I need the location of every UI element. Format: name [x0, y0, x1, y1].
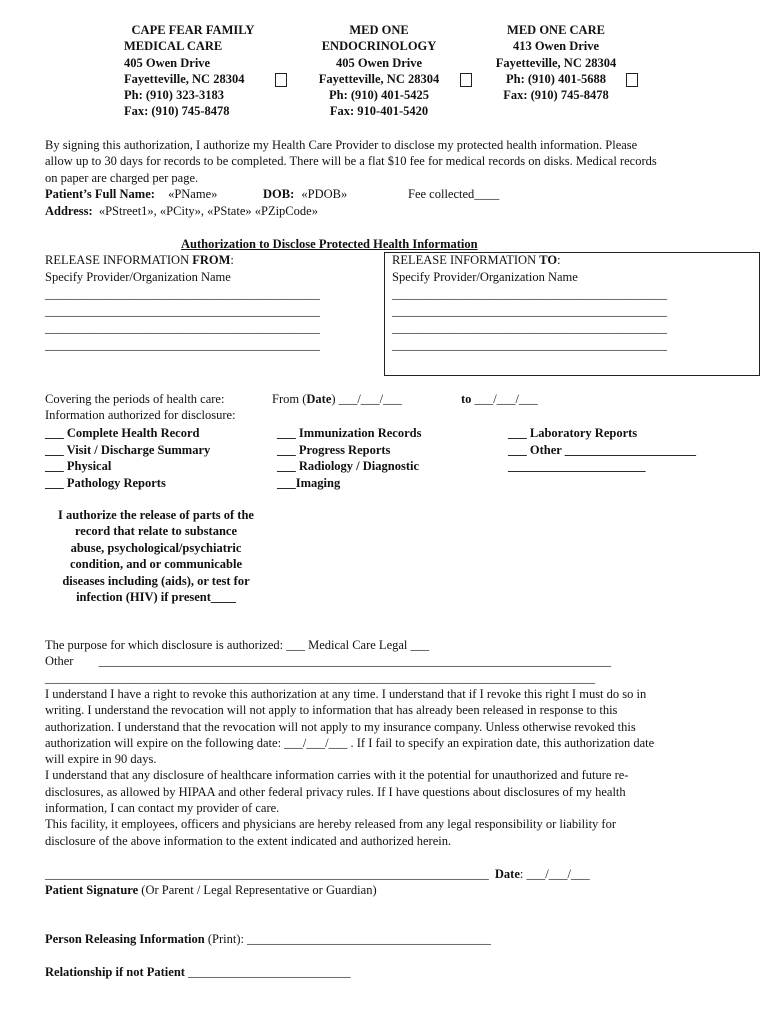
- record-option[interactable]: ___ Other _____________________: [508, 442, 696, 457]
- provider-line: CAPE FEAR FAMILY: [131, 23, 255, 37]
- provider-line: Ph: (910) 323-3183: [124, 88, 224, 103]
- record-option[interactable]: ___ Physical: [45, 459, 112, 473]
- record-option[interactable]: ___ Pathology Reports: [45, 475, 166, 490]
- substance-line: record that relate to substance: [74, 524, 237, 539]
- release-from-specify: Specify Provider/Organization Name: [45, 270, 231, 284]
- release-to-line[interactable]: ____________________________________________: [392, 304, 667, 318]
- provider-med-one-endocrinology: [304, 22, 454, 120]
- provider-line: Fayetteville, NC 28304: [124, 71, 245, 86]
- periods-label: Covering the periods of health care:: [45, 392, 225, 406]
- records-column-2: [277, 425, 421, 491]
- record-option[interactable]: ___ Complete Health Record: [45, 426, 200, 440]
- provider-line: 405 Owen Drive: [335, 55, 423, 70]
- legal-line: authorization. I understand that the revocation will not apply to my insurance company. Unless otherwise revoked this: [45, 719, 636, 734]
- periods-to-label: to: [461, 392, 472, 406]
- provider-cape-fear: [118, 22, 268, 120]
- signature-row: [45, 867, 590, 882]
- releaser-field[interactable]: (Print): _______________________________________: [204, 932, 491, 946]
- substance-line: I authorize the release of parts of the: [58, 508, 254, 522]
- provider-line: MED ONE: [349, 23, 409, 37]
- provider-line: Fayetteville, NC 28304: [495, 55, 617, 70]
- signature-date-label: Date: [494, 867, 520, 881]
- fee-collected[interactable]: Fee collected____: [408, 187, 500, 201]
- release-from-line[interactable]: ____________________________________________: [45, 338, 320, 352]
- purpose-other-row: [45, 653, 611, 669]
- signature-label-rest: (Or Parent / Legal Representative or Guardian): [138, 883, 377, 897]
- record-option[interactable]: ___ Laboratory Reports: [508, 426, 638, 440]
- legal-text: [45, 686, 654, 849]
- substance-line[interactable]: infection (HIV) if present____: [76, 590, 236, 605]
- provider-med-one-endocrinology-checkbox[interactable]: [460, 73, 472, 87]
- legal-line[interactable]: authorization will expire on the following date: ___/___/___ . If I fail to specify an expiration date, this authorization date: [45, 735, 655, 750]
- release-to-specify: Specify Provider/Organization Name: [392, 270, 578, 284]
- periods-to[interactable]: [461, 392, 538, 407]
- provider-line: MED ONE CARE: [507, 23, 605, 37]
- substance-line: abuse, psychological/psychiatric: [70, 540, 242, 555]
- release-to-line[interactable]: ____________________________________________: [392, 321, 667, 335]
- purpose-line[interactable]: The purpose for which disclosure is authorized: ___ Medical Care Legal ___: [45, 638, 430, 652]
- substance-line: condition, and or communicable: [69, 557, 242, 572]
- legal-line: information, I can contact my provider of care.: [45, 801, 280, 816]
- release-from-line[interactable]: ____________________________________________: [45, 287, 320, 301]
- intro-line: By signing this authorization, I authorize my Health Care Provider to disclose my protected health information. Please: [45, 138, 638, 152]
- release-from-suffix: :: [230, 253, 234, 267]
- provider-line: Fax: 910-401-5420: [329, 104, 429, 119]
- release-from-line[interactable]: ____________________________________________: [45, 304, 320, 318]
- periods-from-prefix: From (: [272, 392, 307, 406]
- signature-label: [45, 883, 377, 898]
- purpose-other-line[interactable]: __________________________________________________________________________________: [98, 654, 612, 669]
- patient-dob-label: DOB:: [263, 187, 295, 201]
- patient-address-label: Address:: [45, 204, 93, 218]
- substance-line: diseases including (aids), or test for: [62, 573, 250, 588]
- signature-line[interactable]: _______________________________________________________________________: [45, 867, 489, 881]
- patient-name-value[interactable]: «PName»: [168, 187, 218, 201]
- release-to-section: [392, 252, 667, 354]
- provider-line: Fax: (910) 745-8478: [124, 104, 230, 119]
- section-title: Authorization to Disclose Protected Health Information: [181, 237, 478, 251]
- provider-line: MEDICAL CARE: [124, 39, 223, 54]
- relationship-label: Relationship if not Patient: [45, 965, 185, 979]
- release-to-prefix: RELEASE INFORMATION: [392, 253, 540, 267]
- provider-cape-fear-checkbox[interactable]: [275, 73, 287, 87]
- legal-line: disclosure of the above information to the extent indicated and authorized herein.: [45, 833, 452, 848]
- release-from-bold: FROM: [192, 253, 231, 267]
- periods-to-value[interactable]: ___/___/___: [471, 392, 538, 406]
- record-option[interactable]: ___ Immunization Records: [277, 426, 422, 440]
- provider-line: Fayetteville, NC 28304: [318, 71, 440, 86]
- periods-from-value[interactable]: ) ___/___/___: [331, 392, 402, 406]
- releaser-label: Person Releasing Information: [45, 932, 205, 946]
- provider-med-one-care: [481, 22, 631, 103]
- patient-address-row: [45, 204, 318, 219]
- patient-address-value[interactable]: «PStreet1», «PCity», «PState» «PZipCode»: [98, 204, 318, 218]
- releaser-row[interactable]: [45, 932, 491, 947]
- release-from-line[interactable]: ____________________________________________: [45, 321, 320, 335]
- record-option[interactable]: ___Imaging: [277, 475, 341, 490]
- info-label: Information authorized for disclosure:: [45, 408, 236, 422]
- periods-from-date-label: Date: [306, 392, 332, 406]
- release-to-bold: TO: [539, 253, 558, 267]
- release-from-prefix: RELEASE INFORMATION: [45, 253, 193, 267]
- release-to-suffix: :: [557, 253, 561, 267]
- provider-line: 405 Owen Drive: [124, 55, 211, 70]
- patient-dob-value[interactable]: «PDOB»: [301, 187, 348, 201]
- release-to-heading: [392, 252, 667, 269]
- legal-line: I understand that any disclosure of healthcare information carries with it the potential for unauthorized and future re-: [45, 768, 629, 783]
- legal-line: will expire in 90 days.: [45, 752, 157, 767]
- provider-line: 413 Owen Drive: [512, 39, 600, 54]
- legal-line: This facility, it employees, officers and physicians are hereby released from any legal responsibility or liability for: [45, 817, 617, 832]
- release-from-section: [45, 252, 320, 354]
- record-option[interactable]: ___ Visit / Discharge Summary: [45, 442, 211, 457]
- substance-authorization: [44, 507, 268, 605]
- record-option[interactable]: ______________________: [508, 459, 646, 473]
- release-from-heading: [45, 252, 320, 269]
- patient-name-row: [45, 187, 217, 202]
- provider-line: Fax: (910) 745-8478: [503, 88, 609, 103]
- legal-line: I understand I have a right to revoke this authorization at any time. I understand that if I revoke this right I must do so in: [45, 687, 647, 701]
- provider-line: Ph: (910) 401-5425: [329, 88, 429, 103]
- signature-label-bold: Patient Signature: [45, 883, 139, 897]
- record-option[interactable]: ___ Progress Reports: [277, 442, 391, 457]
- record-option[interactable]: ___ Radiology / Diagnostic: [277, 459, 420, 473]
- purpose-section: [45, 637, 611, 686]
- legal-line: disclosures, as allowed by HIPAA and other federal privacy rules. If I have questions about disclosures of my health: [45, 784, 626, 799]
- records-column-3: [508, 425, 696, 475]
- release-to-line[interactable]: ____________________________________________: [392, 338, 667, 352]
- relationship-field[interactable]: __________________________: [184, 965, 351, 979]
- records-column-1: [45, 425, 210, 491]
- periods-from[interactable]: [272, 392, 402, 407]
- provider-line: Ph: (910) 401-5688: [506, 71, 606, 86]
- patient-name-label: Patient’s Full Name:: [45, 187, 155, 201]
- provider-med-one-care-checkbox[interactable]: [626, 73, 638, 87]
- patient-dob-row: [263, 187, 347, 202]
- intro-line: on paper are charged per page.: [45, 170, 199, 185]
- relationship-row[interactable]: [45, 965, 351, 980]
- purpose-other-label: Other: [45, 654, 74, 669]
- intro-paragraph: [45, 137, 657, 186]
- purpose-extra-line[interactable]: ________________________________________________________________________________________: [45, 670, 595, 685]
- signature-date-value[interactable]: : ___/___/___: [519, 867, 590, 881]
- legal-line: writing. I understand the revocation will not apply to information that has already been released in response to this: [45, 703, 618, 718]
- release-to-line[interactable]: ____________________________________________: [392, 287, 667, 301]
- intro-line: allow up to 30 days for records to be completed. There will be a flat $10 fee for medical records on disks. Medical records: [45, 154, 657, 169]
- provider-line: ENDOCRINOLOGY: [321, 39, 437, 54]
